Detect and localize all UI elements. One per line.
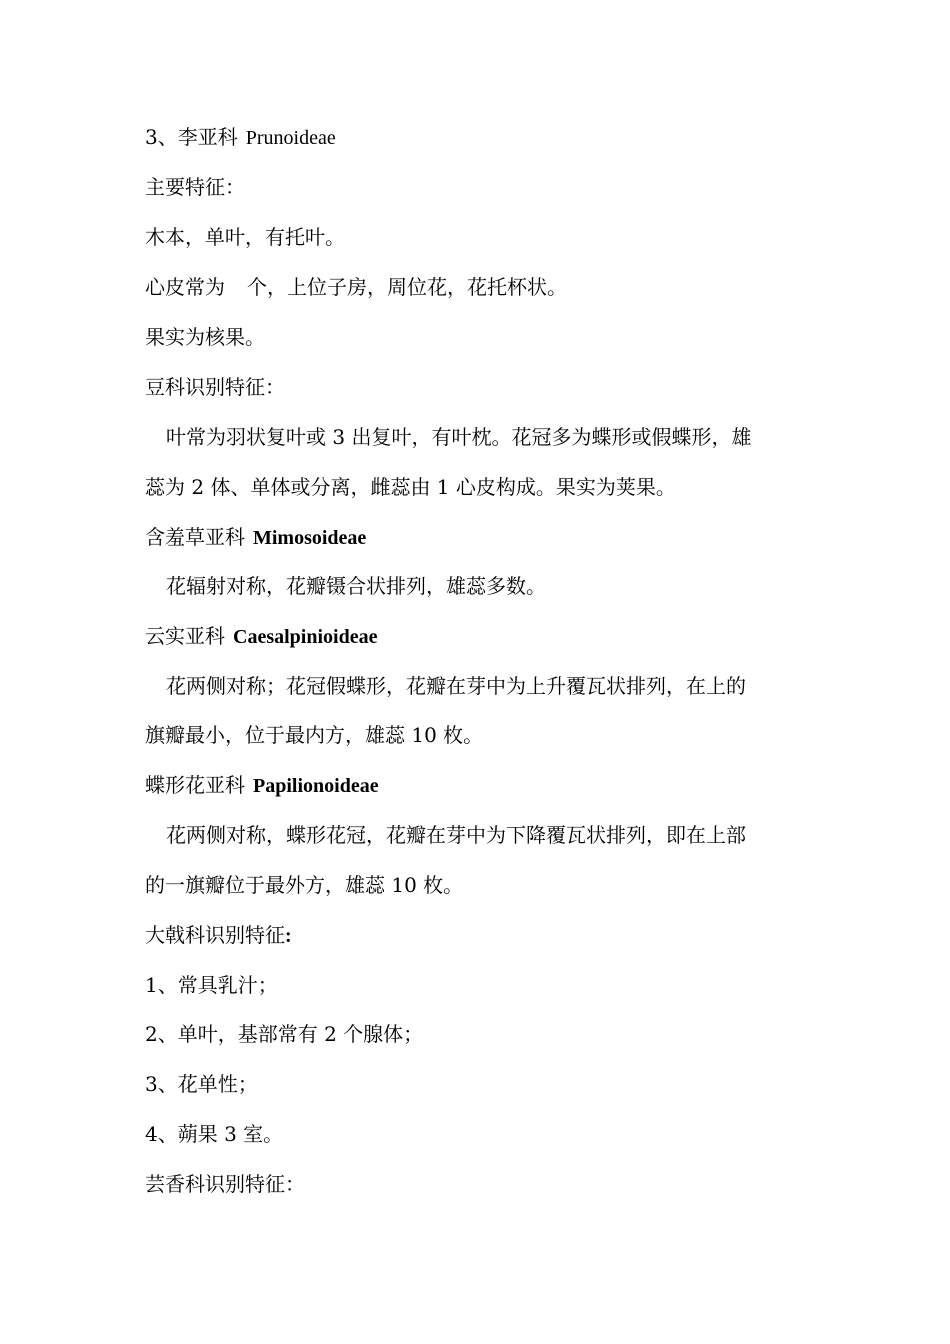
prunoideae-feature-1: 木本，单叶，有托叶。 <box>145 225 345 249</box>
euphorbiaceae-feature-2: 2、单叶，基部常有 2 个腺体； <box>145 1022 424 1046</box>
heading-fabaceae: 豆科识别特征： <box>145 375 285 399</box>
prunoideae-feature-3: 果实为核果。 <box>145 325 265 349</box>
heading-papilionoideae-latin: Papilionoideae <box>253 775 379 797</box>
heading-papilionoideae <box>145 771 810 800</box>
heading-mimosoideae-cn: 含羞草亚科 <box>145 525 245 549</box>
mimosoideae-desc: 花辐射对称，花瓣镊合状排列，雄蕊多数。 <box>166 574 546 598</box>
prunoideae-feature-2-part-a: 心皮常为 <box>145 275 225 299</box>
euphorbiaceae-feature-3: 3、花单性； <box>145 1072 258 1096</box>
heading-prunoideae-latin: Prunoideae <box>245 127 336 149</box>
heading-mimosoideae <box>145 523 810 552</box>
euphorbiaceae-feature-1: 1、常具乳汁； <box>145 973 278 997</box>
prunoideae-feature-2-part-b: 个，上位子房，周位花，花托杯状。 <box>247 275 567 299</box>
heading-euphorbiaceae-colon: : <box>285 925 292 947</box>
heading-papilionoideae-cn: 蝶形花亚科 <box>145 773 245 797</box>
caesalpinioideae-desc-line-2: 旗瓣最小，位于最内方，雄蕊 10 枚。 <box>145 723 484 747</box>
prunoideae-feature-2 <box>145 273 810 301</box>
papilionoideae-desc-line-1: 花两侧对称，蝶形花冠，花瓣在芽中为下降覆瓦状排列，即在上部 <box>166 823 746 847</box>
papilionoideae-desc-line-2: 的一旗瓣位于最外方，雄蕊 10 枚。 <box>145 873 464 897</box>
main-features-label: 主要特征： <box>145 175 245 199</box>
euphorbiaceae-feature-4: 4、蒴果 3 室。 <box>145 1122 284 1146</box>
heading-caesalpinioideae-latin: Caesalpinioideae <box>233 626 378 648</box>
fabaceae-desc-line-2: 蕊为 2 体、单体或分离，雌蕊由 1 心皮构成。果实为荚果。 <box>145 475 676 499</box>
heading-caesalpinioideae <box>145 622 810 651</box>
heading-mimosoideae-latin: Mimosoideae <box>253 527 367 549</box>
heading-prunoideae <box>145 123 810 152</box>
heading-euphorbiaceae-text: 大戟科识别特征 <box>145 923 285 947</box>
heading-rutaceae: 芸香科识别特征： <box>145 1172 305 1196</box>
caesalpinioideae-desc-line-1: 花两侧对称；花冠假蝶形，花瓣在芽中为上升覆瓦状排列，在上的 <box>166 674 746 698</box>
heading-euphorbiaceae <box>145 921 810 950</box>
heading-prunoideae-cn: 3、李亚科 <box>145 125 238 149</box>
fabaceae-desc-line-1: 叶常为羽状复叶或 3 出复叶，有叶枕。花冠多为蝶形或假蝶形，雄 <box>166 425 752 449</box>
heading-caesalpinioideae-cn: 云实亚科 <box>145 624 225 648</box>
